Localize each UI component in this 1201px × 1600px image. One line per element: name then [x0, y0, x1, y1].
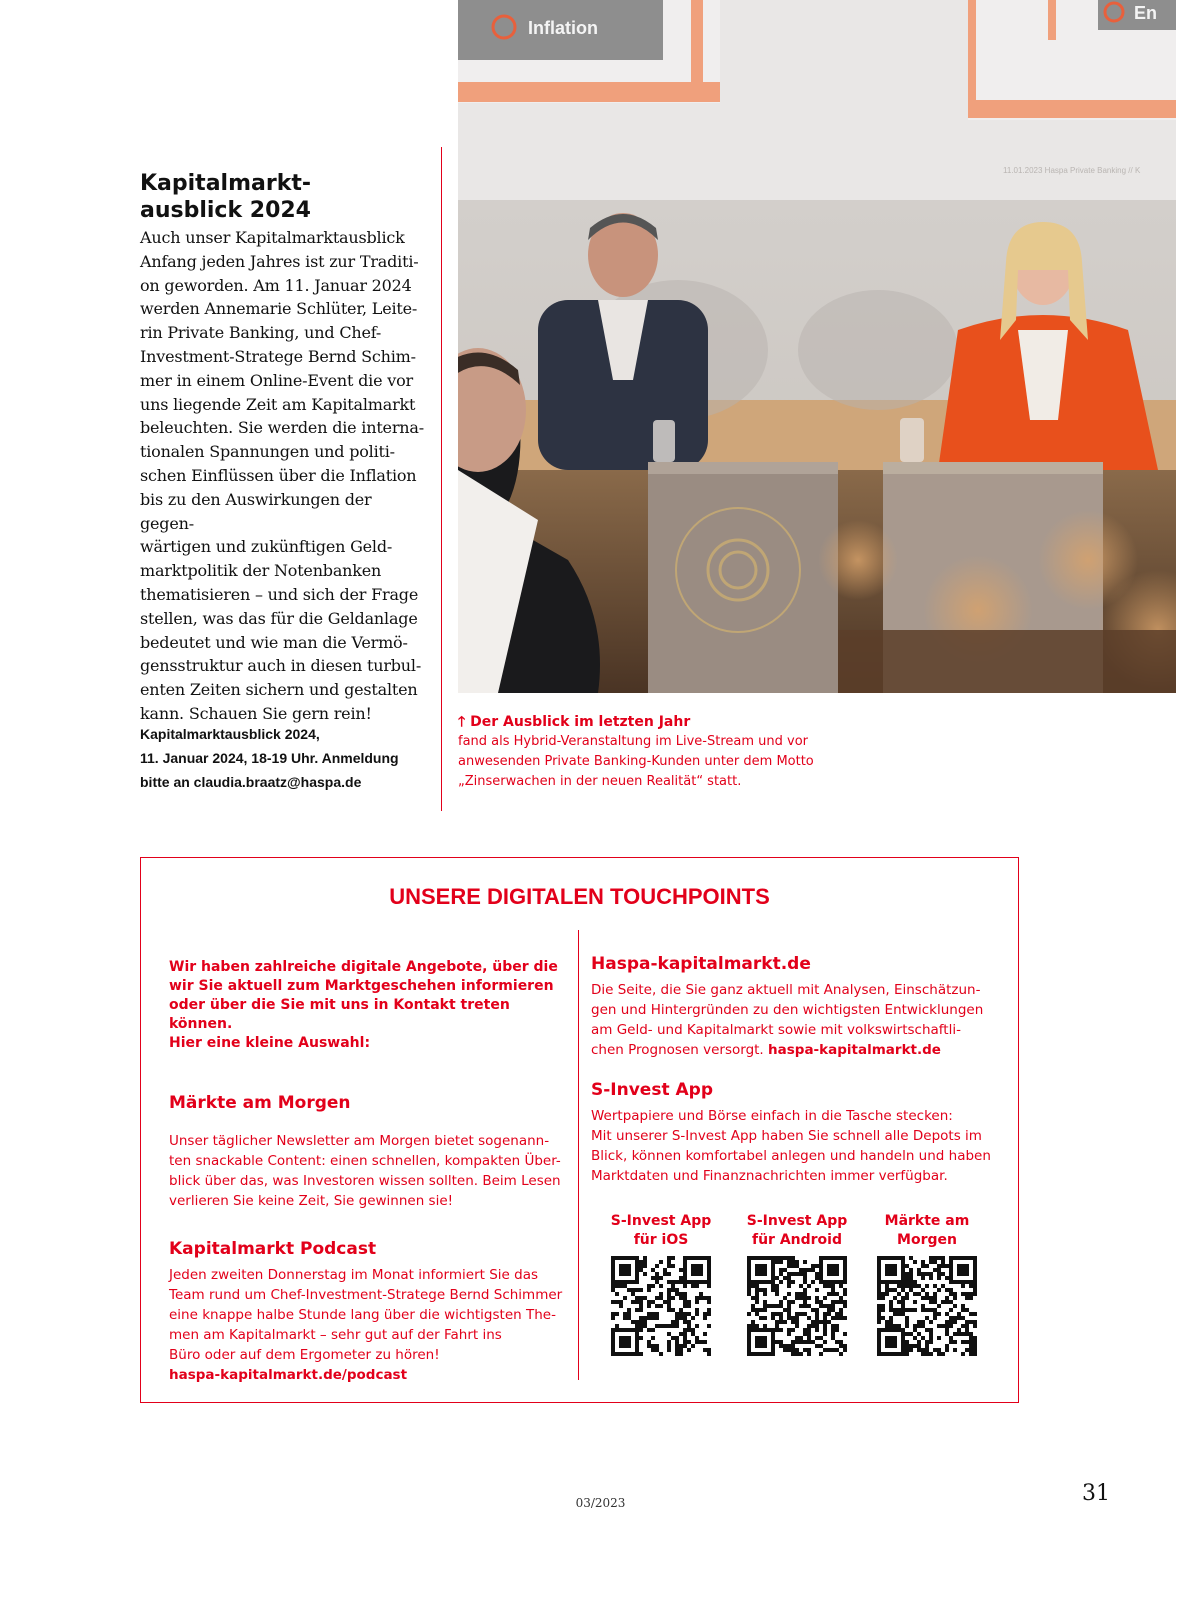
page-number: 31: [1082, 1481, 1110, 1506]
touchpoints-box: [140, 857, 1019, 1403]
qr-code-ios-icon[interactable]: [611, 1256, 711, 1356]
column-divider: [441, 147, 442, 811]
box-divider: [578, 930, 579, 1380]
article-title-line2: ausblick 2024: [140, 198, 311, 223]
stage-photo-illustration: [458, 0, 1176, 693]
event-photo: [458, 0, 1176, 693]
qr-item-android[interactable]: [732, 1212, 862, 1356]
touchpoints-intro: Wir haben zahlreiche digitale Angebote, über die wir Sie aktuell zum Marktgeschehen informieren oder über die Sie mit uns in Kontakt treten können. Hier eine kleine Auswahl:: [169, 959, 558, 1051]
caption-title: Der Ausblick im letzten Jahr: [470, 714, 691, 730]
article: [140, 170, 425, 726]
caption-head: [458, 712, 858, 732]
slide-label-right: En: [1134, 3, 1158, 23]
article-title: [140, 170, 425, 224]
qr-item-maerkte[interactable]: [862, 1212, 992, 1356]
maerkte-title: Märkte am Morgen: [169, 1093, 351, 1113]
qr-code-maerkte-icon[interactable]: [877, 1256, 977, 1356]
app-text: Wertpapiere und Börse einfach in die Tasche stecken: Mit unserer S-Invest App haben Sie schnell alle Depots im Blick, können komfortabel anlegen und handeln und haben Marktdaten und Finanznachrichten immer verfügbar.: [591, 1108, 991, 1184]
footer-issue: 03/2023: [575, 1496, 626, 1510]
qr-item-ios[interactable]: [596, 1212, 726, 1356]
qr-codes: [596, 1212, 1006, 1372]
touchpoints-title: UNSERE DIGITALEN TOUCHPOINTS: [389, 884, 770, 909]
podcast-text: Jeden zweiten Donnerstag im Monat informiert Sie das Team rund um Chef-Investment-Stratege Bernd Schimmer eine knappe halbe Stunde lang über die wichtigsten The- men am Kapitalmarkt – sehr gut auf der Fahrt ins Büro oder auf dem Ergometer zu hören!: [169, 1267, 563, 1363]
article-title-line1: Kapitalmarkt-: [140, 171, 311, 196]
touchpoints-right-column: [591, 954, 1001, 1186]
slide-footer: 11.01.2023 Haspa Private Banking // K: [1003, 166, 1141, 175]
qr-label-maerkte: Märkte am Morgen: [884, 1213, 970, 1248]
article-body: Auch unser Kapitalmarktausblick Anfang jeden Jahres ist zur Traditi- on geworden. Am 11. Januar 2024 werden Annemarie Schlüter, Leite- rin Private Banking, und Chef- Investment-Stratege Bernd Schim- mer in einem Online-Event die vor uns liegende Zeit am Kapitalmarkt beleuchten. Sie werden die interna- tionalen Spannungen und politi- schen Einflüssen über die Inflation bis zu den Auswirkungen der gegen- wärtigen und zukünftigen Geld- marktpolitik der Notenbanken thematisieren – und sich der Frage stellen, was das für die Geldanlage bedeutet und wie man die Vermö- gensstruktur auch in diesen turbul- enten Zeiten sichern und gestalten kann. Schauen Sie gern rein!: [140, 228, 424, 723]
website-description: Die Seite, die Sie ganz aktuell mit Analysen, Einschätzun- gen und Hintergründen zu den wichtigsten Entwicklungen am Geld- und Kapitalmarkt sowie mit volkswirtschaftli- chen Prognosen versorgt.: [591, 982, 984, 1058]
podcast-title: Kapitalmarkt Podcast: [169, 1239, 377, 1259]
event-info: Kapitalmarktausblick 2024, 11. Januar 2024, 18-19 Uhr. Anmeldung bitte an claudia.braatz@haspa.de: [140, 726, 399, 790]
caption-text: fand als Hybrid-Veranstaltung im Live-Stream und vor anwesenden Private Banking-Kunden unter dem Motto „Zinserwachen in der neuen Realität“ statt.: [458, 734, 814, 789]
qr-label-android: S-Invest App für Android: [746, 1213, 848, 1248]
website-link[interactable]: haspa-kapitalmarkt.de: [768, 1042, 941, 1058]
podcast-link[interactable]: haspa-kapitalmarkt.de/podcast: [169, 1367, 408, 1383]
arrow-up-icon: 🡑: [458, 714, 466, 730]
photo-caption: [458, 712, 858, 792]
maerkte-text: Unser täglicher Newsletter am Morgen bietet sogenann- ten snackable Content: einen schnellen, kompakten Über- blick über das, was Investoren wissen sollten. Beim Lesen verlieren Sie keine Zeit, Sie gewinnen sie!: [169, 1133, 561, 1209]
app-title: S-Invest App: [591, 1080, 713, 1100]
qr-label-ios: S-Invest App für iOS: [610, 1213, 712, 1248]
touchpoints-left-column: [169, 958, 569, 1385]
website-title: Haspa-kapitalmarkt.de: [591, 954, 811, 974]
slide-label-inflation: Inflation: [528, 18, 598, 38]
qr-code-android-icon[interactable]: [747, 1256, 847, 1356]
website-text: [591, 980, 1001, 1060]
